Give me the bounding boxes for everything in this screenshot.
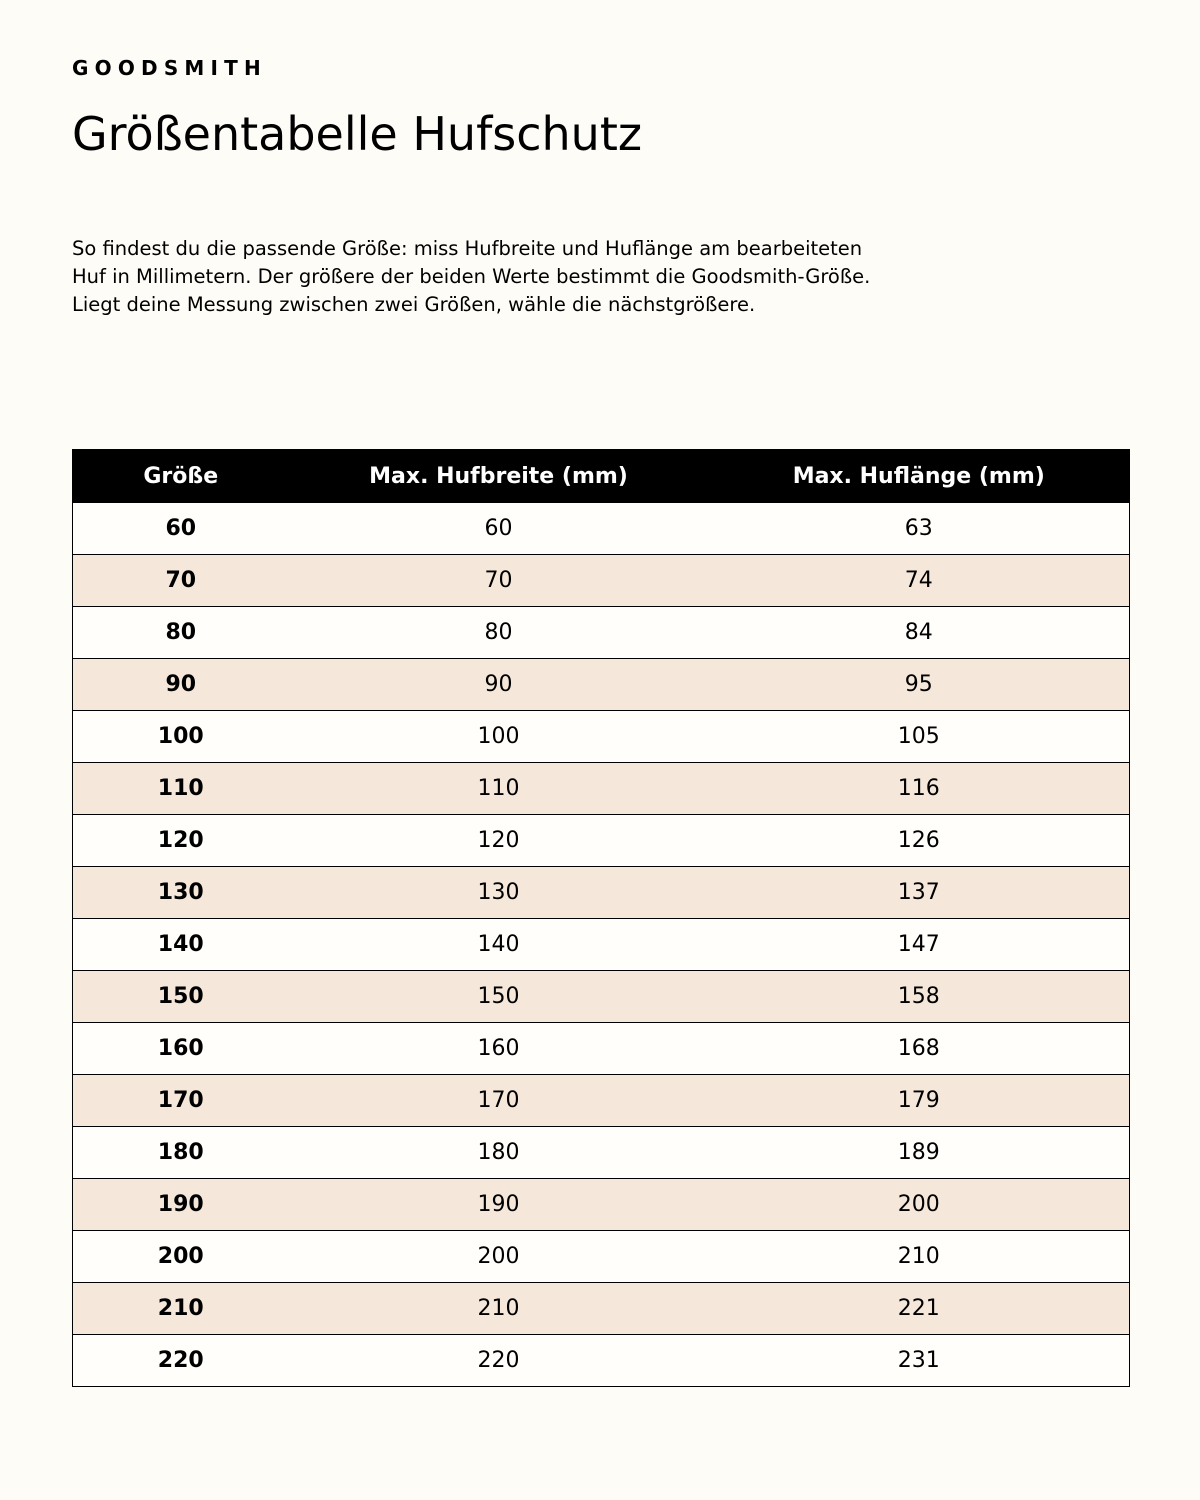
max-length-cell: 168 bbox=[709, 1023, 1130, 1075]
page-title: Größentabelle Hufschutz bbox=[72, 107, 643, 161]
max-length-cell: 74 bbox=[709, 555, 1130, 607]
size-table-body bbox=[73, 503, 1130, 1387]
size-cell: 170 bbox=[73, 1075, 289, 1127]
size-cell: 180 bbox=[73, 1127, 289, 1179]
header-size: Größe bbox=[73, 450, 289, 503]
size-cell: 120 bbox=[73, 815, 289, 867]
size-cell: 190 bbox=[73, 1179, 289, 1231]
brand-name: GOODSMITH bbox=[72, 56, 267, 80]
max-length-cell: 63 bbox=[709, 503, 1130, 555]
max-width-cell: 70 bbox=[289, 555, 709, 607]
intro-text bbox=[72, 235, 1072, 319]
max-length-cell: 84 bbox=[709, 607, 1130, 659]
max-width-cell: 180 bbox=[289, 1127, 709, 1179]
max-length-cell: 147 bbox=[709, 919, 1130, 971]
table-row bbox=[73, 1075, 1130, 1127]
size-cell: 160 bbox=[73, 1023, 289, 1075]
max-width-cell: 130 bbox=[289, 867, 709, 919]
size-cell: 210 bbox=[73, 1283, 289, 1335]
max-length-cell: 200 bbox=[709, 1179, 1130, 1231]
intro-line: Liegt deine Messung zwischen zwei Größen, wähle die nächstgrößere. bbox=[72, 293, 756, 316]
table-row bbox=[73, 1283, 1130, 1335]
max-width-cell: 80 bbox=[289, 607, 709, 659]
max-width-cell: 160 bbox=[289, 1023, 709, 1075]
table-row bbox=[73, 711, 1130, 763]
size-cell: 70 bbox=[73, 555, 289, 607]
header-max-length: Max. Huflänge (mm) bbox=[709, 450, 1130, 503]
max-width-cell: 210 bbox=[289, 1283, 709, 1335]
table-row bbox=[73, 503, 1130, 555]
table-row bbox=[73, 555, 1130, 607]
header-row bbox=[73, 450, 1130, 503]
intro-line: Huf in Millimetern. Der größere der beiden Werte bestimmt die Goodsmith-Größe. bbox=[72, 265, 871, 288]
max-width-cell: 200 bbox=[289, 1231, 709, 1283]
table-row bbox=[73, 607, 1130, 659]
max-length-cell: 189 bbox=[709, 1127, 1130, 1179]
header-max-width: Max. Hufbreite (mm) bbox=[289, 450, 709, 503]
max-width-cell: 140 bbox=[289, 919, 709, 971]
table-row bbox=[73, 867, 1130, 919]
max-width-cell: 90 bbox=[289, 659, 709, 711]
table-row bbox=[73, 1127, 1130, 1179]
max-length-cell: 158 bbox=[709, 971, 1130, 1023]
size-cell: 130 bbox=[73, 867, 289, 919]
size-cell: 90 bbox=[73, 659, 289, 711]
size-table bbox=[72, 449, 1130, 1387]
table-row bbox=[73, 1231, 1130, 1283]
table-row bbox=[73, 763, 1130, 815]
size-cell: 80 bbox=[73, 607, 289, 659]
max-width-cell: 150 bbox=[289, 971, 709, 1023]
max-length-cell: 210 bbox=[709, 1231, 1130, 1283]
max-width-cell: 220 bbox=[289, 1335, 709, 1387]
max-length-cell: 95 bbox=[709, 659, 1130, 711]
max-width-cell: 190 bbox=[289, 1179, 709, 1231]
size-cell: 60 bbox=[73, 503, 289, 555]
table-row bbox=[73, 1023, 1130, 1075]
intro-line: So findest du die passende Größe: miss Hufbreite und Huflänge am bearbeiteten bbox=[72, 237, 863, 260]
max-length-cell: 105 bbox=[709, 711, 1130, 763]
table-row bbox=[73, 1179, 1130, 1231]
max-width-cell: 120 bbox=[289, 815, 709, 867]
max-width-cell: 110 bbox=[289, 763, 709, 815]
max-width-cell: 60 bbox=[289, 503, 709, 555]
max-length-cell: 137 bbox=[709, 867, 1130, 919]
size-cell: 150 bbox=[73, 971, 289, 1023]
max-length-cell: 116 bbox=[709, 763, 1130, 815]
size-cell: 110 bbox=[73, 763, 289, 815]
table-row bbox=[73, 815, 1130, 867]
table-row bbox=[73, 919, 1130, 971]
size-cell: 220 bbox=[73, 1335, 289, 1387]
size-cell: 200 bbox=[73, 1231, 289, 1283]
size-table-header bbox=[73, 450, 1130, 503]
max-length-cell: 221 bbox=[709, 1283, 1130, 1335]
max-width-cell: 100 bbox=[289, 711, 709, 763]
size-cell: 100 bbox=[73, 711, 289, 763]
table-row bbox=[73, 1335, 1130, 1387]
table-row bbox=[73, 971, 1130, 1023]
table-row bbox=[73, 659, 1130, 711]
max-length-cell: 179 bbox=[709, 1075, 1130, 1127]
max-length-cell: 126 bbox=[709, 815, 1130, 867]
max-width-cell: 170 bbox=[289, 1075, 709, 1127]
size-cell: 140 bbox=[73, 919, 289, 971]
max-length-cell: 231 bbox=[709, 1335, 1130, 1387]
